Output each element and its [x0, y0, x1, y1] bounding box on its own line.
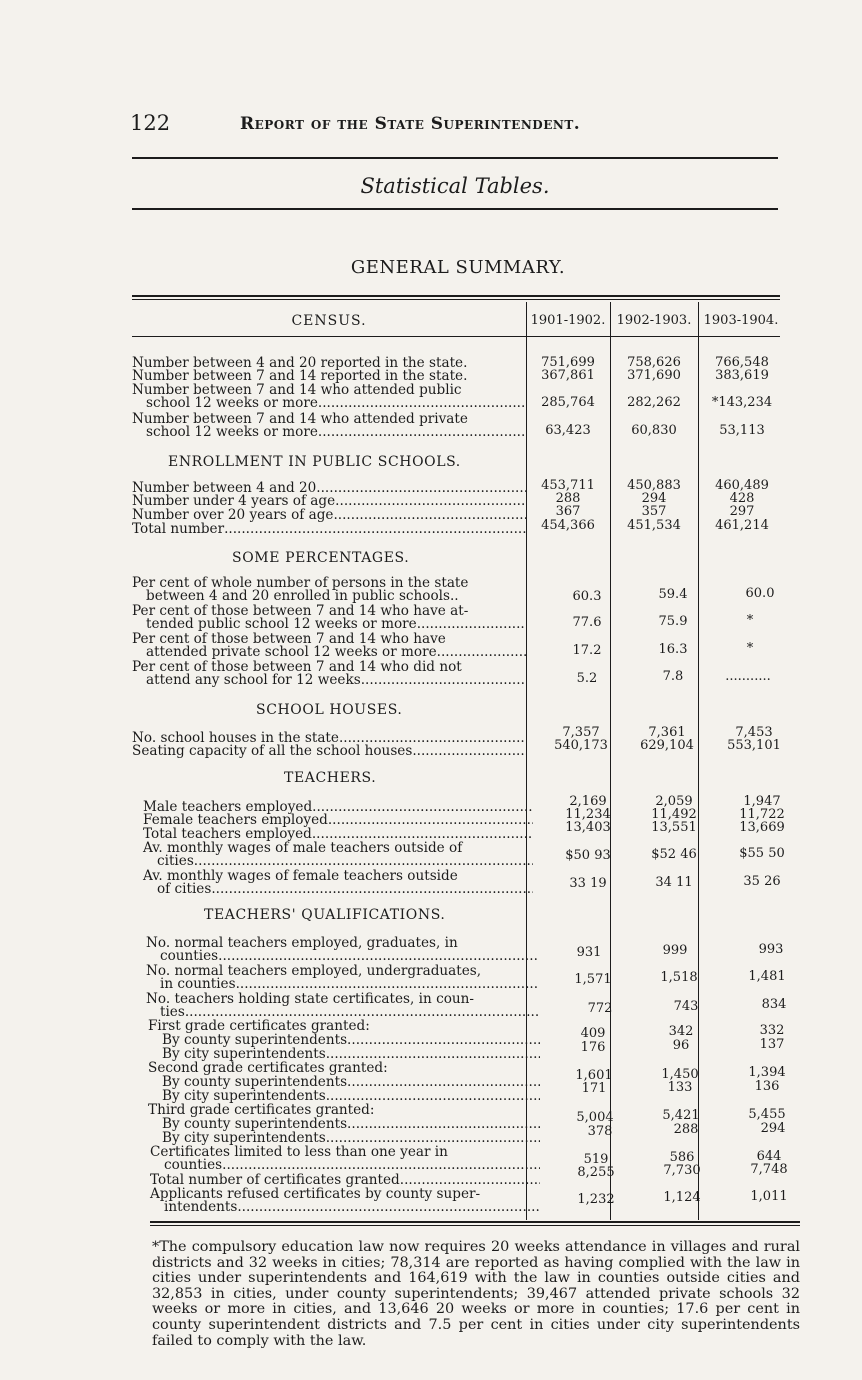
enrollment-row-3: Number over 20 years of age .....	[132, 509, 526, 522]
cell: 367	[555, 504, 581, 519]
enrollment-row-1: Number between 4 and 20 .....	[132, 482, 526, 495]
cell: 1,124	[663, 1190, 701, 1205]
cell: 13,669	[739, 820, 785, 835]
qualifications-row-12: Applicants refused certificates by county super- intendents .....	[150, 1188, 540, 1214]
cell: 451,534	[627, 518, 681, 533]
cell: 59.4	[658, 587, 688, 602]
cell: 751,699	[541, 355, 595, 370]
cell: $50 93	[565, 848, 611, 863]
cell: 409	[580, 1026, 606, 1041]
teachers-row-4: Av. monthly wages of male teachers outside of cities .....	[143, 842, 533, 868]
teachers-row-5: Av. monthly wages of female teachers outside of cities .....	[143, 870, 533, 896]
cell: 285,764	[541, 395, 595, 410]
cell: 758,626	[627, 355, 681, 370]
cell: 1,518	[660, 970, 698, 985]
census-row-2: Number between 7 and 14 reported in the state.	[132, 368, 468, 384]
cell: 7,361	[648, 725, 686, 740]
cell: 5,455	[748, 1107, 786, 1122]
cell: 7.8	[662, 669, 684, 684]
qualifications-row-11: Total number of certificates granted .....	[150, 1174, 540, 1187]
cell: 288	[555, 491, 581, 506]
teachers-row-1: Male teachers employed .....	[143, 801, 533, 814]
cell: 2,059	[655, 794, 693, 809]
header-rule-bottom	[132, 208, 778, 210]
census-row-3: Number between 7 and 14 who attended public school 12 weeks or more .....	[132, 384, 526, 410]
cell: 7,453	[735, 725, 773, 740]
cell: 34 11	[655, 875, 693, 890]
cell: ...........	[725, 669, 771, 684]
cell: 53,113	[719, 423, 765, 438]
enrollment-row-4: Total number .....	[132, 523, 526, 536]
table-top-rule	[132, 295, 780, 297]
cell: 586	[669, 1150, 695, 1165]
cell: 993	[758, 942, 784, 957]
running-title: Report of the State Superintendent.	[240, 114, 581, 134]
cell: 357	[641, 504, 667, 519]
cell: 294	[641, 491, 667, 506]
cell: 60.0	[745, 586, 775, 601]
section-heading-school-houses: SCHOOL HOUSES.	[256, 702, 403, 718]
cell: 288	[673, 1122, 699, 1137]
section-subtitle: Statistical Tables.	[360, 174, 550, 198]
table-bottom-rule	[150, 1221, 800, 1223]
section-heading-enrollment: ENROLLMENT IN PUBLIC SCHOOLS.	[168, 454, 461, 470]
cell: 743	[673, 999, 699, 1014]
cell: 11,492	[651, 807, 697, 822]
cell: 7,748	[750, 1162, 788, 1177]
cell: 63,423	[545, 423, 591, 438]
cell: 383,619	[715, 368, 769, 383]
table-title: GENERAL SUMMARY.	[350, 257, 566, 278]
cell: 75.9	[658, 614, 688, 629]
cell: 60.3	[572, 589, 602, 604]
cell: 378	[587, 1124, 613, 1139]
cell: 332	[759, 1023, 785, 1038]
teachers-row-2: Female teachers employed .....	[143, 814, 533, 827]
teachers-row-3: Total teachers employed .....	[143, 828, 533, 841]
cell: 371,690	[627, 368, 681, 383]
cell: 461,214	[715, 518, 769, 533]
cell: 16.3	[658, 642, 688, 657]
cell: 13,551	[651, 820, 697, 835]
school-houses-row-1: No. school houses in the state .....	[132, 732, 526, 745]
cell: 1,947	[743, 794, 781, 809]
cell: 540,173	[554, 738, 608, 753]
cell: 96	[672, 1038, 690, 1053]
first-grade-heading: First grade certificates granted:	[148, 1018, 370, 1034]
cell: $55 50	[739, 846, 785, 861]
cell: 8,255	[577, 1165, 615, 1180]
cell: 2,169	[569, 794, 607, 809]
section-heading-qualifications: TEACHERS' QUALIFICATIONS.	[204, 907, 446, 923]
section-heading-teachers: TEACHERS.	[284, 770, 377, 786]
cell: 60,830	[631, 423, 677, 438]
cell: 13,403	[565, 820, 611, 835]
cell: 553,101	[727, 738, 781, 753]
cell: 460,489	[715, 478, 769, 493]
section-heading-percentages: SOME PERCENTAGES.	[232, 550, 410, 566]
cell: 931	[576, 945, 602, 960]
cell: 133	[667, 1080, 693, 1095]
column-header-rule	[132, 336, 780, 337]
cell: 450,883	[627, 478, 681, 493]
cell: 453,711	[541, 478, 595, 493]
cell: 1,394	[748, 1065, 786, 1080]
cell: 136	[754, 1079, 780, 1094]
column-header-1901: 1901-1902.	[530, 313, 606, 328]
cell: 17.2	[572, 643, 602, 658]
cell: 35 26	[743, 874, 781, 889]
cell: 282,262	[627, 395, 681, 410]
cell: 77.6	[572, 615, 602, 630]
percentages-row-4: Per cent of those between 7 and 14 who did not attend any school for 12 weeks .....	[132, 661, 526, 687]
qualifications-row-3: No. teachers holding state certificates, in coun- ties .....	[146, 993, 538, 1019]
cell: 342	[668, 1024, 694, 1039]
qualifications-row-2: No. normal teachers employed, undergraduates, in counties .....	[146, 965, 538, 991]
cell: 999	[662, 943, 688, 958]
qualifications-row-4: By county superintendents .....	[148, 1034, 540, 1047]
cell: 297	[729, 504, 755, 519]
cell: 137	[759, 1037, 785, 1052]
cell: 1,232	[577, 1192, 615, 1207]
cell: *143,234	[711, 395, 773, 410]
cell: 772	[587, 1001, 613, 1016]
qualifications-row-9: By city superintendents .....	[148, 1132, 540, 1145]
column-header-census: CENSUS.	[291, 313, 367, 329]
cell: 5,004	[576, 1110, 614, 1125]
page-number: 122	[130, 111, 171, 135]
cell: 367,861	[541, 368, 595, 383]
census-row-1: Number between 4 and 20 reported in the state.	[132, 355, 468, 371]
cell: 629,104	[640, 738, 694, 753]
qualifications-row-10: Certificates limited to less than one year in counties .....	[150, 1146, 540, 1172]
cell: 11,234	[565, 807, 611, 822]
qualifications-row-7: By city superintendents .....	[148, 1090, 540, 1103]
cell: 294	[760, 1121, 786, 1136]
percentages-row-2: Per cent of those between 7 and 14 who have at- tended public school 12 weeks or more .....	[132, 605, 526, 631]
cell: 454,366	[541, 518, 595, 533]
cell: 33 19	[569, 876, 607, 891]
cell: *	[746, 613, 754, 628]
cell: 834	[761, 997, 787, 1012]
cell: 766,548	[715, 355, 769, 370]
table-bottom-rule-thin	[150, 1225, 800, 1226]
cell: 1,011	[750, 1189, 788, 1204]
cell: 176	[580, 1040, 606, 1055]
percentages-row-3: Per cent of those between 7 and 14 who have attended private school 12 weeks or more .....	[132, 633, 526, 659]
header-rule-top	[132, 157, 778, 159]
cell: 1,571	[574, 972, 612, 987]
cell: 428	[729, 491, 755, 506]
qualifications-row-8: By county superintendents .....	[148, 1118, 540, 1131]
cell: 171	[581, 1081, 607, 1096]
second-grade-heading: Second grade certificates granted:	[148, 1060, 388, 1076]
cell: 1,450	[661, 1067, 699, 1082]
percentages-row-1: Per cent of whole number of persons in the state between 4 and 20 enrolled in public schools..	[132, 575, 469, 604]
cell: 5.2	[576, 671, 598, 686]
census-row-4: Number between 7 and 14 who attended private school 12 weeks or more .....	[132, 413, 526, 439]
cell: *	[746, 641, 754, 656]
qualifications-row-6: By county superintendents .....	[148, 1076, 540, 1089]
cell: $52 46	[651, 847, 697, 862]
cell: 519	[583, 1152, 609, 1167]
cell: 1,601	[575, 1068, 613, 1083]
table-top-rule-thin	[132, 299, 780, 300]
cell: 1,481	[748, 969, 786, 984]
cell: 7,357	[562, 725, 600, 740]
cell: 5,421	[662, 1108, 700, 1123]
column-header-1903: 1903-1904.	[703, 313, 779, 328]
cell: 7,730	[663, 1163, 701, 1178]
cell: 11,722	[739, 807, 785, 822]
enrollment-row-2: Number under 4 years of age .....	[132, 495, 526, 508]
third-grade-heading: Third grade certificates granted:	[148, 1102, 375, 1118]
cell: 644	[756, 1149, 782, 1164]
school-houses-row-2: Seating capacity of all the school houses .....	[132, 745, 526, 758]
qualifications-row-5: By city superintendents .....	[148, 1048, 540, 1061]
column-header-1902: 1902-1903.	[616, 313, 692, 328]
qualifications-row-1: No. normal teachers employed, graduates, in counties .....	[146, 937, 538, 963]
footnote: *The compulsory education law now requires 20 weeks attendance in villages and rural districts and 32 weeks in cities; 78,314 are reported as having complied with the law in cities under superintendents and 164,619 with the law in counties outside cities and 32,853 in cities, under county superintendents; 39,467 attended private schools 32 weeks or more in cities, and 13,646 20 weeks or more in counties; 17.6 per cent in county superintendent districts and 7.5 per cent in cities under city superintendents failed to comply with the law.	[152, 1239, 800, 1349]
